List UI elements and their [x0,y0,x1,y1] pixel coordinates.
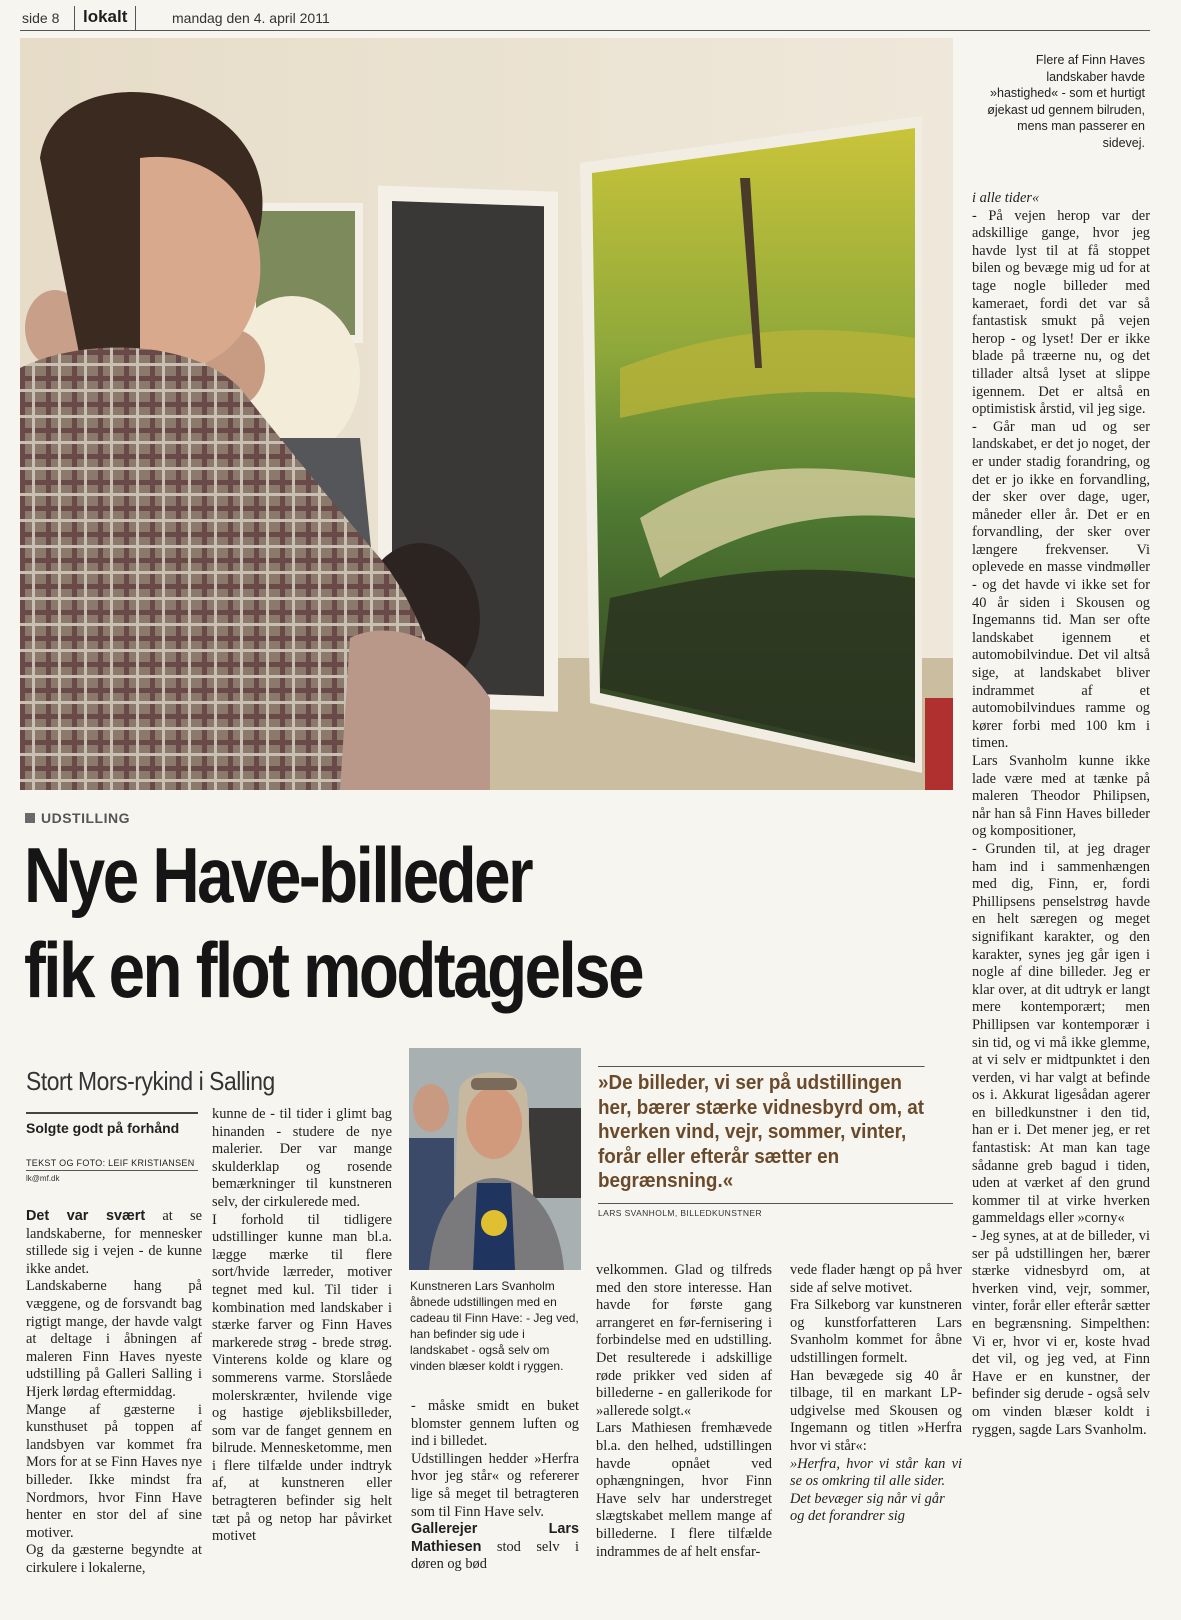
paragraph: kunne de - til tider i glimt bag hinanden - studere de nye malerier. Der var mange skulderklap og rosende bemærkninger til kunstneren selv, der cirkulerede med. [212,1106,392,1210]
body-column-5 [790,1262,962,1526]
issue-date: mandag den 4. april 2011 [172,10,330,26]
paragraph: Lars Svanholm kunne ikke lade være med at tænke på maleren Theodor Philipsen, når han så Finn Haves billeder og kompositioner, [972,753,1150,840]
paragraph: - Går man ud og ser landskabet, er det jo noget, der er under stadig forandring, og det er jo ikke en forvandling, der sker over dage, uger, måneder eller år. Det er en forvandling, der sker over længere frekvenser. Vi oplevede en masse vindmøller - og det havde vi ikke set for 40 år siden i Skousen og Ingemanns tid. Man ser ofte landskabet igennem et automobilvindue. Det vil altså sige, at landskabet bliver indrammet af et automobilvindues ramme og kører forbi med 100 km i timen. [972,418,1150,752]
subheadline: Stort Mors-rykind i Salling [26,1066,275,1096]
body-column-1 [26,1208,202,1577]
page-header [20,6,1150,31]
kicker [25,810,130,826]
kicker-label: UDSTILLING [41,810,130,826]
paragraph: Mange af gæsterne i kunsthuset på toppen af landsbyen var kommet fra Mors for at se Finn Haves nye billeder. Ikke mindst fra Nordmors, hvor Finn Have henter en stor del af sine motiver. [26,1401,202,1541]
verse-line: og det forandrer sig [790,1508,905,1525]
paragraph: vede flader hængt op på hver side af selve motivet. [790,1262,962,1296]
sub-subheadline: Solgte godt på forhånd [26,1112,198,1136]
quote-attribution: LARS SVANHOLM, BILLEDKUNSTNER [598,1203,953,1218]
paragraph: I forhold til tidligere udstillinger kunne man bl.a. lægge mærke til flere sort/hvide lærreder, motiver tegnet med kul. Til tider i kombination med landskaber i stærke farver og Finn Haves markerede strøg - brede strøg. Vinterens kolde og klare og sommerens varme. Storslåede molerskrænter, hvilende vige og hastige øjebliksbilleder, som var de fanget gennem en bilrude. Mennesketomme, men i flere tilfælde under indtryk af, at kunstneren eller betragteren befinder sig helt tæt på og netop har påvirket motivet [212,1211,392,1545]
paragraph: stod selv i døren og bød [411,1538,579,1573]
byline: TEKST OG FOTO: LEIF KRISTIANSEN [26,1158,198,1171]
lead-in: Det var svært [26,1208,146,1224]
paragraph: - måske smidt en buket blomster gennem luften og ind i billedet. [411,1398,579,1450]
author-email: lk@mf.dk [26,1174,60,1183]
photo-caption: Flere af Finn Haves landskaber havde »hastighed« - som et hurtigt øjekast ud gennem bilruden, mens man passerer en sidevej. [987,53,1145,150]
right-column [972,190,1150,1439]
portrait-illustration [409,1048,581,1270]
headline-line-2: fik en flot modtagelse [24,926,643,1014]
paragraph: - Grunden til, at jeg drager ham ind i sammenhængen med dig, Finn, er, fordi Phillipsens penselstrøg havde en helt særegen og meget signifikant karakter, og den karakter, synes jeg går igen i nogle af dine billeder. Jeg er klar over, at dit udtryk er langt mere kontemporært; men Phillipsen var kontemporær i sin tid, og vi må ikke glemme, at vi selv er midtpunktet i den verden, vi har valgt at befinde os i. Akkurat ligesådan agerer en billedkunstner i den tid, han er i. Det mener jeg, er ret fantastisk: At man kan tage sådanne greb bagud i tiden, uden at værket af den grund kommer til at virke hverken gammeldags eller »corny« [972,840,1150,1227]
main-photo [20,38,953,790]
paragraph: Fra Silkeborg var kunstneren og kunstforfatteren Lars Svanholm kommet for åbne udstillingen formelt. [790,1297,962,1366]
body-column-4 [596,1262,772,1561]
paragraph: velkommen. Glad og tilfreds med den store interesse. Han havde for første gang arrangeret en før-fernisering i forbindelse med en udstilling. Det resulterede i adskillige røde prikker ved siden af billederne - en gallerikode for »allerede solgt.« [596,1262,772,1419]
verse-line: i alle tider« [972,190,1040,206]
portrait-photo [409,1048,581,1270]
portrait-caption: Kunstneren Lars Svanholm åbnede udstillingen med en cadeau til Finn Have: - Jeg ved, han befinder sig ude i landskabet - også selv om vinden blæser koldt i ryggen. [410,1279,579,1373]
kicker-square-icon [25,813,35,823]
pull-quote: »De billeder, vi ser på udstillingen her, bærer stærke vidnesbyrd om, at hverken vind, vejr, sommer, vinter, forår eller efterår sætter en begrænsning.« [598,1066,925,1194]
paragraph: Lars Mathiesen fremhævede bl.a. den helhed, udstillingen havde opnået ved ophængningen, hvor Finn Have selv har understreget slægtskabet mellem mange af billederne. I flere tilfælde indrammes de af helt ensfar- [596,1420,772,1560]
body-column-2 [212,1106,392,1546]
headline-line-1: Nye Have-billeder [24,831,532,919]
paragraph: Og da gæsterne begyndte at cirkulere i lokalerne, [26,1542,202,1576]
headline [24,828,805,1018]
paragraph: Udstillingen hedder »Herfra hvor jeg står« og refererer lige så meget til betragteren som til Finn Have selv. [411,1450,579,1520]
paragraph: Han bevægede sig 40 år tilbage, til en markant LP-udgivelse med Skousen og Ingemann og titlen »Herfra hvor vi står«: [790,1367,962,1454]
section-name: lokalt [74,6,136,30]
page-number: side 8 [22,10,60,26]
paragraph: - Jeg synes, at at de billeder, vi ser på udstillingen her, bærer stærke vidnesbyrd om, at hverken vind, vejr, sommer, vinter, forår eller efterår sætter en begrænsning. Simpelthen: Vi er, hvor vi er, koste hvad det vil, og jeg ved, at Finn Have er en kunstner, der befinder sig derude - også selv om vinden blæser koldt i ryggen, sagde Lars Svanholm. [972,1228,1150,1438]
main-photo-illustration [20,38,953,790]
verse-line: »Herfra, hvor vi står kan vi se os omkring til alle sider. [790,1455,962,1490]
body-column-3 [411,1398,579,1574]
paragraph: at se landskaberne, for mennesker stillede sig i vejen - de kunne ikke andet. [26,1208,202,1277]
paragraph: - På vejen herop var der adskillige gange, hvor jeg havde lyst til at få stoppet bilen og bevæge mig ud for at tage nogle billeder med kameraet, fordi det var så fantastisk smukt på vejen herop - og lyset! Der er ikke blade på træerne nu, og det tillader altså lyset at slippe igennem. Det er altså en optimistisk årstid, vil jeg sige. [972,207,1150,418]
paragraph: Landskaberne hang på væggene, og de forsvandt bag rigtigt mange, der havde valgt at deltage i åbningen af maleren Finn Haves nyeste udstilling på Galleri Salling i Hjerk lørdag eftermiddag. [26,1278,202,1400]
lead-in: Gallerejer Lars Mathiesen [411,1521,579,1555]
verse-line: Det bevæger sig når vi går [790,1490,945,1507]
